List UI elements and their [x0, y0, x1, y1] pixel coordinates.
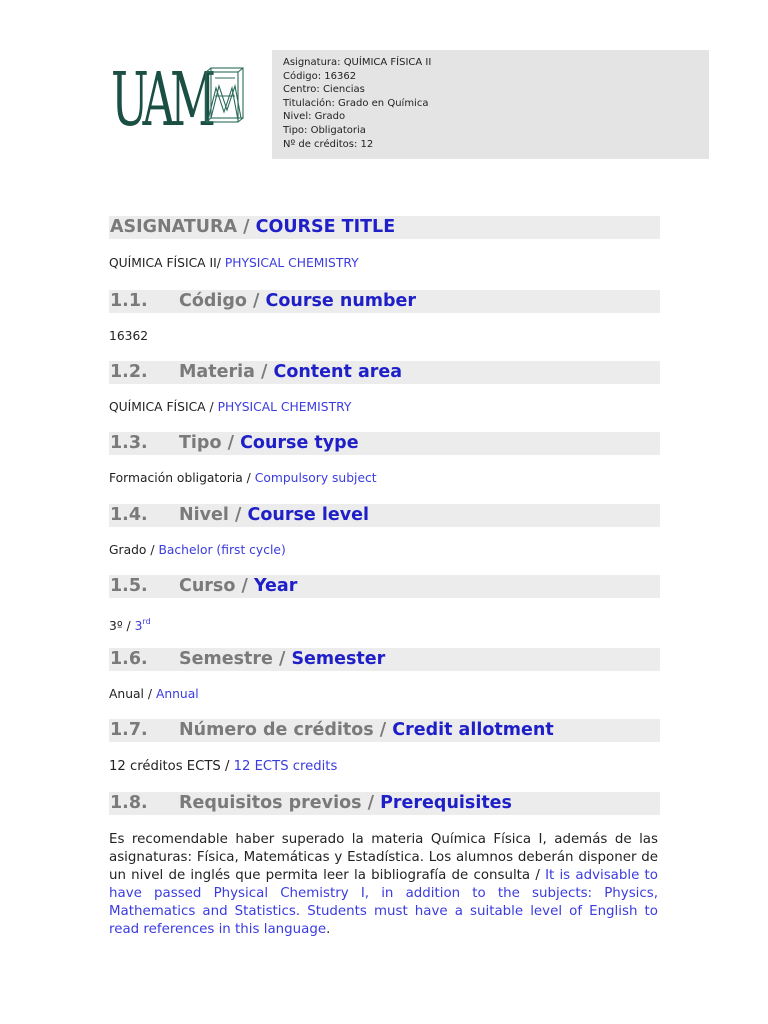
value-en: PHYSICAL CHEMISTRY	[224, 256, 359, 270]
heading-en: COURSE TITLE	[255, 217, 396, 237]
section-heading-credit-allotment	[109, 719, 660, 742]
section-value-prerequisites	[109, 831, 658, 939]
logo-m-cube	[206, 68, 243, 122]
section-heading-course-type	[109, 432, 660, 455]
heading-label	[179, 432, 359, 455]
value-en: Annual	[155, 687, 199, 701]
value-es: 12 créditos ECTS /	[109, 759, 230, 774]
info-centro: Centro: Ciencias	[283, 84, 365, 96]
section-number: 1.2.	[110, 362, 148, 382]
section-heading-semester	[109, 648, 660, 671]
heading-en: Course level	[247, 505, 369, 525]
info-titulacion: Titulación: Grado en Química	[283, 97, 429, 109]
heading-es: Tipo /	[179, 433, 234, 453]
value-es: Es recomendable haber superado la materia Química Física I, además de las asignaturas: Física, Matemáticas y Estadística. Los alumnos deberán disponer de un nivel de inglés que permita leer la bibliografía de consulta /	[109, 832, 658, 883]
value-en-number: 3	[134, 619, 143, 633]
section-number: 1.7.	[110, 720, 148, 740]
heading-en: Credit allotment	[392, 720, 554, 740]
info-nivel: Nivel: Grado	[283, 111, 346, 123]
info-codigo: Código: 16362	[283, 70, 357, 82]
section-value-course-type	[109, 471, 377, 486]
value-en: Compulsory subject	[254, 471, 377, 485]
section-value-content-area	[109, 400, 351, 415]
value-end: .	[326, 922, 331, 937]
heading-es: Semestre /	[179, 649, 286, 669]
heading-en: Year	[253, 576, 298, 596]
section-value-year	[109, 614, 151, 634]
section-number: 1.4.	[110, 505, 148, 525]
heading-label	[179, 504, 369, 527]
value-es: 3º /	[109, 619, 131, 633]
section-heading-course-number	[109, 290, 660, 313]
heading-label	[179, 290, 416, 313]
value-es: Anual /	[109, 687, 153, 701]
section-number: 1.6.	[110, 649, 148, 669]
uam-logo	[111, 57, 245, 143]
heading-en: Course type	[240, 433, 359, 453]
info-tipo: Tipo: Obligatoria	[283, 124, 366, 136]
value-es: QUÍMICA FÍSICA II/	[109, 256, 221, 270]
heading-en: Prerequisites	[380, 793, 512, 813]
value-en: 12 ECTS credits	[233, 759, 338, 774]
heading-en: Content area	[273, 362, 403, 382]
heading-es: Materia /	[179, 362, 268, 382]
heading-en: Semester	[291, 649, 386, 669]
value-en: It is advisable to have passed Physical Chemistry I, in addition to the subjects: Physics, Mathematics and Statistics. Students must have a suitable level of English to read references in this language	[109, 868, 658, 937]
section-heading-prerequisites	[109, 792, 660, 815]
value-en	[135, 619, 151, 633]
section-number: 1.3.	[110, 433, 148, 453]
heading-label	[179, 719, 554, 742]
section-heading-content-area	[109, 361, 660, 384]
section-number: 1.5.	[110, 576, 148, 596]
section-value-semester	[109, 687, 199, 702]
course-title-value	[109, 256, 359, 271]
section-heading-year	[109, 575, 660, 598]
heading-es: Curso /	[179, 576, 248, 596]
heading-en: Course number	[265, 291, 417, 311]
heading-es: Número de créditos /	[179, 720, 387, 740]
heading-es: Nivel /	[179, 505, 242, 525]
heading-label	[179, 792, 512, 815]
section-value-course-number	[109, 329, 148, 344]
section-value-credit-allotment	[109, 759, 337, 774]
heading-label	[179, 361, 402, 384]
info-asignatura: Asignatura: QUÍMICA FÍSICA II	[283, 57, 432, 68]
section-heading-course-level	[109, 504, 660, 527]
info-creditos: Nº de créditos: 12	[283, 138, 374, 150]
value-en: PHYSICAL CHEMISTRY	[217, 400, 352, 414]
section-value-course-level	[109, 543, 286, 558]
value-en-ordinal: rd	[142, 617, 151, 626]
heading-es: Requisitos previos /	[179, 793, 374, 813]
heading-es: Código /	[179, 291, 260, 311]
value-es: Formación obligatoria /	[109, 471, 251, 485]
section-number: 1.1.	[110, 291, 148, 311]
value-es: 16362	[109, 329, 149, 343]
heading-es: ASIGNATURA /	[110, 217, 250, 237]
course-info-box	[272, 50, 709, 159]
value-es: QUÍMICA FÍSICA /	[109, 400, 214, 414]
course-title-heading	[109, 216, 660, 239]
heading-label	[110, 216, 395, 239]
value-en: Bachelor (first cycle)	[158, 543, 286, 557]
heading-label	[179, 575, 297, 598]
section-number: 1.8.	[110, 793, 148, 813]
value-es: Grado /	[109, 543, 155, 557]
logo-letters: UAM	[111, 57, 215, 143]
heading-label	[179, 648, 385, 671]
